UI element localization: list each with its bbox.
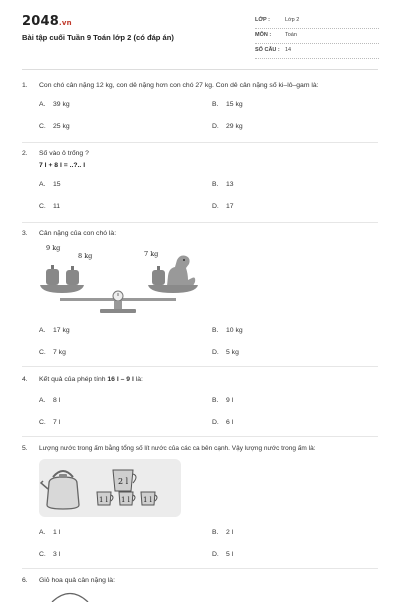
option-d[interactable] xyxy=(212,551,233,558)
meta-row-class xyxy=(255,14,379,29)
option-c[interactable] xyxy=(39,551,60,558)
option-d[interactable] xyxy=(212,349,239,356)
header-divider xyxy=(22,69,378,70)
option-letter: A. xyxy=(39,529,46,536)
question-text: Con chó cân nặng 12 kg, con dê nặng hơn con chó 27 kg. Con dê cân nặng số ki–lô–gam là: xyxy=(39,82,319,89)
left-pan-icon xyxy=(40,285,84,293)
question-number: 3. xyxy=(22,230,28,237)
option-text: 39 kg xyxy=(53,101,70,108)
option-text: 3 l xyxy=(53,551,61,558)
option-letter: D. xyxy=(212,419,219,426)
cup-1l-icon xyxy=(119,492,135,505)
option-d[interactable] xyxy=(212,203,234,210)
option-b[interactable] xyxy=(212,529,233,536)
option-letter: C. xyxy=(39,123,46,130)
meta-value: 14 xyxy=(285,47,292,53)
question-number: 2. xyxy=(22,150,28,157)
right-weight-icon xyxy=(152,266,165,285)
site-logo[interactable] xyxy=(22,14,72,29)
option-b[interactable] xyxy=(212,101,243,108)
option-letter: C. xyxy=(39,203,46,210)
header xyxy=(0,0,400,66)
cup-label: 1 l xyxy=(143,496,152,504)
option-a[interactable] xyxy=(39,181,61,188)
option-letter: B. xyxy=(212,101,219,108)
option-text: 7 l xyxy=(53,419,61,426)
meta-row-subject xyxy=(255,29,379,44)
option-letter: B. xyxy=(212,181,219,188)
scale-dial-icon xyxy=(52,594,88,603)
option-b[interactable] xyxy=(212,397,233,404)
option-letter: B. xyxy=(212,529,219,536)
option-c[interactable] xyxy=(39,123,70,130)
question-number: 6. xyxy=(22,577,28,584)
option-text: 25 kg xyxy=(53,123,70,130)
question-text: Số vào ô trống ? xyxy=(39,150,89,157)
question-divider xyxy=(22,222,378,223)
option-a[interactable] xyxy=(39,397,60,404)
balance-scale-illustration xyxy=(38,242,218,320)
meta-value: Lớp 2 xyxy=(285,17,300,23)
option-text: 29 kg xyxy=(226,123,243,130)
option-letter: D. xyxy=(212,551,219,558)
option-d[interactable] xyxy=(212,419,233,426)
question-number: 4. xyxy=(22,376,28,383)
option-b[interactable] xyxy=(212,327,243,334)
question-text-after: là: xyxy=(133,376,143,383)
question-expression: 7 l + 8 l = ..?.. l xyxy=(39,162,86,169)
option-text: 2 l xyxy=(226,529,234,536)
question-3 xyxy=(22,230,378,364)
option-text: 17 xyxy=(226,203,234,210)
question-4 xyxy=(22,376,378,432)
option-text: 8 l xyxy=(53,397,61,404)
meta-key: LỚP : xyxy=(255,17,270,23)
kettle-cups-illustration xyxy=(39,459,181,517)
page-title: Bài tập cuối Tuần 9 Toán lớp 2 (có đáp án) xyxy=(22,33,174,42)
scale-base-icon xyxy=(100,309,136,313)
logo-text: 2048 xyxy=(22,14,59,29)
option-letter: A. xyxy=(39,181,46,188)
cup-1l-icon xyxy=(141,492,157,505)
option-text: 9 l xyxy=(226,397,234,404)
option-letter: A. xyxy=(39,327,46,334)
option-c[interactable] xyxy=(39,349,66,356)
left-weight-icon xyxy=(46,265,59,285)
option-a[interactable] xyxy=(39,529,60,536)
cup-1l-icon xyxy=(97,492,113,505)
option-text: 7 kg xyxy=(53,349,66,356)
option-text: 6 l xyxy=(226,419,234,426)
cup-label: 1 l xyxy=(99,496,108,504)
option-letter: D. xyxy=(212,203,219,210)
meta-key: MÔN : xyxy=(255,32,272,38)
cup-label: 2 l xyxy=(118,477,129,486)
option-text: 15 kg xyxy=(226,101,243,108)
question-text: Giỏ hoa quả cân nặng là: xyxy=(39,577,115,584)
option-text: 15 xyxy=(53,181,61,188)
logo-suffix: .vn xyxy=(58,19,72,27)
option-text: 5 kg xyxy=(226,349,239,356)
question-2 xyxy=(22,150,378,214)
question-number: 1. xyxy=(22,82,28,89)
right-pan-icon xyxy=(148,285,198,293)
weight-label-9kg: 9 kg xyxy=(46,244,61,252)
option-c[interactable] xyxy=(39,419,60,426)
question-1 xyxy=(22,82,378,138)
question-5 xyxy=(22,445,378,563)
question-text: Cân nặng của con chó là: xyxy=(39,230,117,237)
option-letter: B. xyxy=(212,327,219,334)
option-c[interactable] xyxy=(39,203,60,210)
question-divider xyxy=(22,142,378,143)
question-text xyxy=(39,376,143,383)
meta-info xyxy=(255,14,379,59)
option-text: 17 kg xyxy=(53,327,70,334)
question-divider xyxy=(22,366,378,367)
question-text-before: Kết quả của phép tính xyxy=(39,376,108,383)
option-letter: C. xyxy=(39,349,46,356)
option-letter: C. xyxy=(39,551,46,558)
question-6 xyxy=(22,577,378,600)
option-letter: D. xyxy=(212,349,219,356)
option-text: 10 kg xyxy=(226,327,243,334)
meta-key: SỐ CÂU : xyxy=(255,47,280,53)
option-letter: A. xyxy=(39,397,46,404)
option-text: 1 l xyxy=(53,529,61,536)
option-b[interactable] xyxy=(212,181,234,188)
option-letter: C. xyxy=(39,419,46,426)
option-a[interactable] xyxy=(39,327,70,334)
scale-illustration-partial xyxy=(50,589,90,600)
cup-label: 1 l xyxy=(121,496,130,504)
question-expression: 16 l – 9 l xyxy=(107,376,134,383)
question-text: Lượng nước trong ấm bằng tổng số lít nước của các ca bên cạnh. Vậy lượng nước trong ấm là: xyxy=(39,445,316,452)
question-divider xyxy=(22,568,378,569)
meta-value: Toán xyxy=(285,32,297,38)
option-text: 11 xyxy=(53,203,61,210)
option-letter: D. xyxy=(212,123,219,130)
option-text: 13 xyxy=(226,181,234,188)
question-divider xyxy=(22,436,378,437)
option-letter: B. xyxy=(212,397,219,404)
weight-label-8kg: 8 kg xyxy=(78,252,93,260)
option-text: 5 l xyxy=(226,551,234,558)
option-letter: A. xyxy=(39,101,46,108)
dog-icon xyxy=(167,256,195,287)
option-d[interactable] xyxy=(212,123,243,130)
left-weight-icon xyxy=(66,266,79,285)
option-a[interactable] xyxy=(39,101,70,108)
question-number: 5. xyxy=(22,445,28,452)
weight-label-7kg: 7 kg xyxy=(144,250,159,258)
meta-row-count xyxy=(255,44,379,59)
